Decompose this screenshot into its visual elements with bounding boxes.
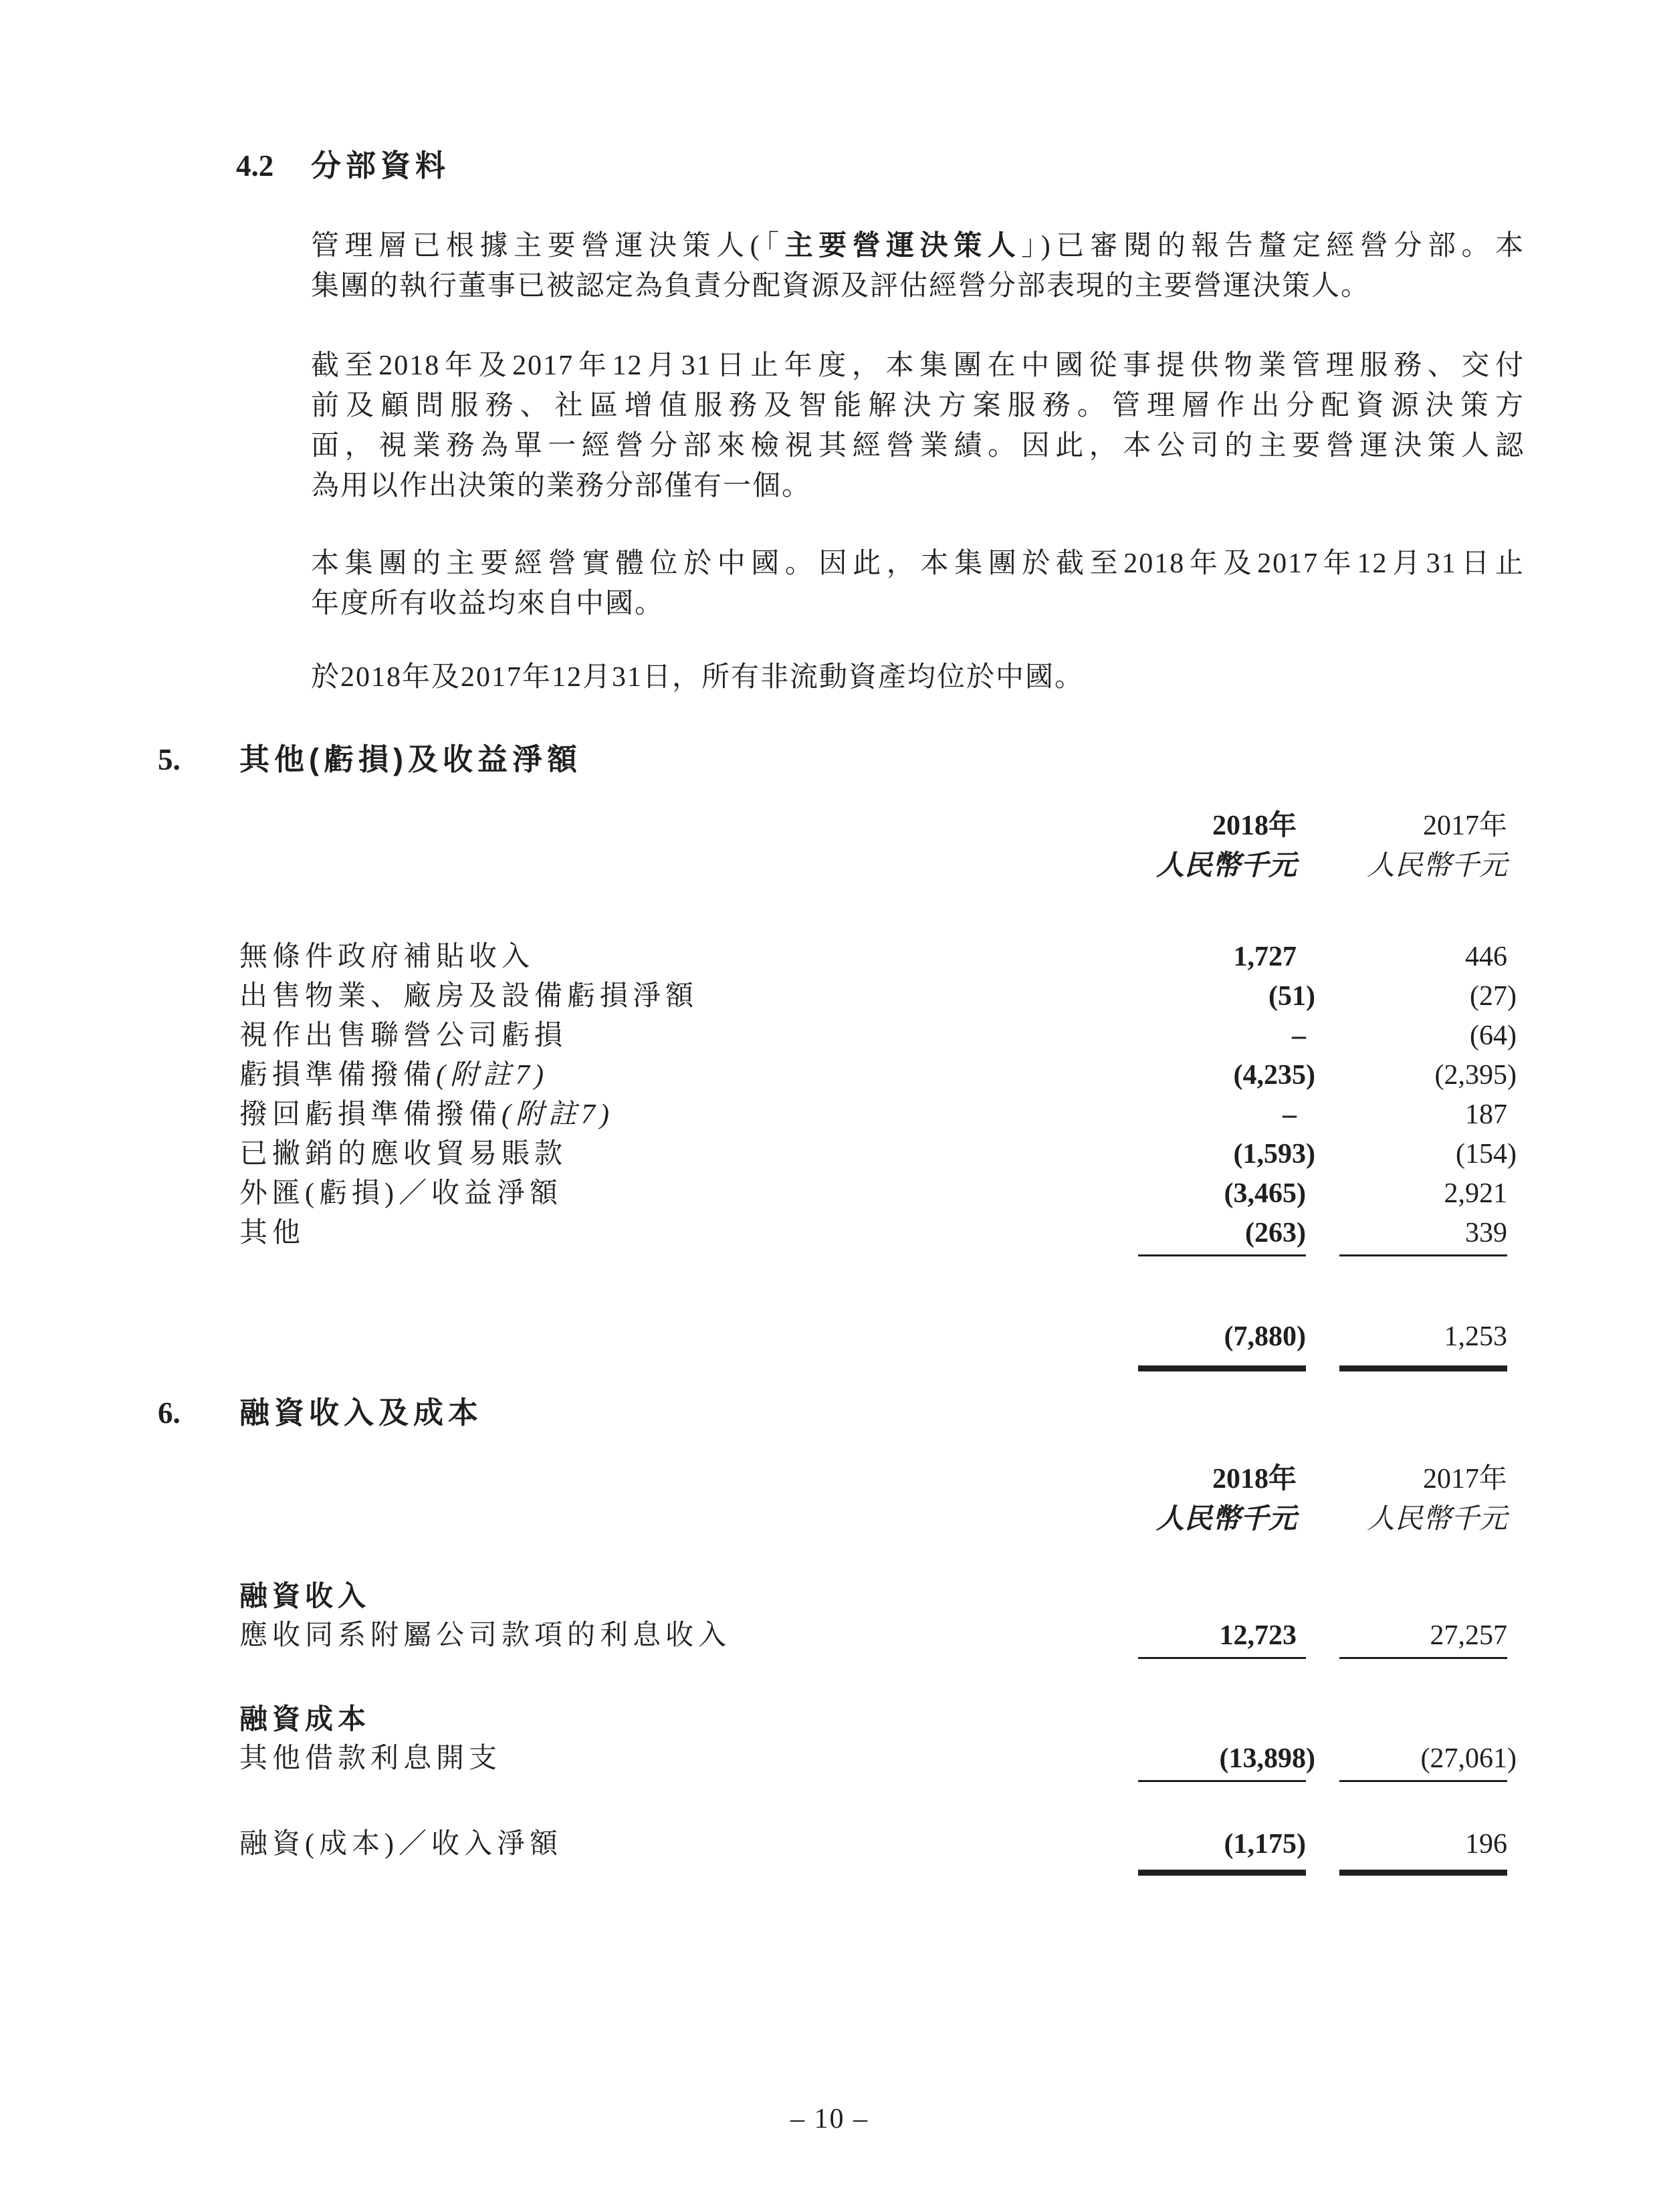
row-label <box>239 1056 1138 1095</box>
total-2018: (7,880) <box>1224 1321 1306 1352</box>
finance-cost-subheading: 融資成本 <box>239 1703 371 1735</box>
section-5-table-unit-header <box>239 846 1517 886</box>
rule-cell <box>1138 1254 1315 1256</box>
table-row <box>239 1214 1517 1253</box>
finance-income-subheading: 融資收入 <box>239 1580 371 1612</box>
value-2017: (64) <box>1470 1020 1517 1051</box>
rule-cell <box>1138 1365 1315 1371</box>
page-number: – 10 – <box>790 2104 869 2134</box>
thin-rule-2017 <box>1339 1254 1507 1256</box>
paragraph-1 <box>311 226 1525 306</box>
value-2018: 12,723 <box>1219 1620 1297 1651</box>
net-row <box>239 1825 1517 1864</box>
row-note: (附註7) <box>502 1099 614 1130</box>
table-row <box>239 1739 1517 1779</box>
cost-rule <box>239 1780 1517 1782</box>
value-2017: 187 <box>1465 1099 1507 1130</box>
subtotal-rule <box>239 1254 1517 1256</box>
column-header-2017: 2017年 <box>1422 1464 1507 1495</box>
rule-cell <box>1339 1870 1517 1876</box>
value-2017: (154) <box>1456 1139 1517 1170</box>
row-label <box>239 937 1119 977</box>
thick-rule-2018 <box>1138 1870 1306 1876</box>
row-label <box>239 1174 1129 1214</box>
table-row <box>239 1095 1517 1135</box>
rule-cell <box>1138 1870 1315 1876</box>
total-2017: 1,253 <box>1444 1321 1507 1352</box>
row-label-text: 撥回虧損準備撥備 <box>239 1099 502 1130</box>
value-2017: 196 <box>1465 1829 1507 1860</box>
paragraph-3-line-2: 年度所有收益均來自中國。 <box>311 588 665 619</box>
section-4-2-heading <box>236 146 1659 186</box>
paragraph-2-line-3: 面，視業務為單一經營分部來檢視其經營業績。因此，本公司的主要營運決策人認 <box>311 431 1525 461</box>
table-row <box>239 1616 1517 1656</box>
rule-cell <box>1138 1657 1315 1659</box>
row-label-text: 虧損準備撥備 <box>239 1060 437 1091</box>
row-label-text: 出售物業、廠房及設備虧損淨額 <box>239 981 699 1012</box>
table-row <box>239 1135 1517 1174</box>
row-label-text: 外匯(虧損)／收益淨額 <box>239 1178 562 1209</box>
section-6-table-year-header <box>239 1459 1517 1499</box>
unit-header-2018: 人民幣千元 <box>1155 851 1297 881</box>
section-6-number: 6. <box>158 1396 181 1430</box>
section-6-title: 融資收入及成本 <box>239 1396 483 1430</box>
section-6-table-unit-header <box>239 1499 1517 1539</box>
row-label-text: 無條件政府補貼收入 <box>239 942 535 972</box>
value-2018: – <box>1292 1020 1306 1051</box>
section-5-table <box>239 806 1517 1371</box>
paragraph-2-line-4: 為用以作出決策的業務分部僅有一個。 <box>311 471 812 502</box>
section-4-2-number: 4.2 <box>236 149 274 183</box>
paragraph-3-line-1: 本集團的主要經營實體位於中國。因此，本集團於截至2018年及2017年12月31日止 <box>311 548 1525 579</box>
paragraph-2-line-1: 截至2018年及2017年12月31日止年度，本集團在中國從事提供物業管理服務、交付 <box>311 350 1525 381</box>
rule-cell <box>1339 1254 1517 1256</box>
value-2017: 2,921 <box>1444 1178 1507 1209</box>
section-5-heading <box>158 740 1659 780</box>
thin-rule-2018 <box>1138 1657 1306 1659</box>
row-label: 融資(成本)／收入淨額 <box>239 1829 562 1860</box>
row-label <box>239 1135 1138 1174</box>
value-2017: (27,061) <box>1420 1743 1517 1774</box>
paragraph-4 <box>311 657 1525 697</box>
unit-header-2017: 人民幣千元 <box>1366 851 1507 881</box>
paragraph-1-line-1-post: 」)已審閱的報告釐定經營分部。本 <box>1021 231 1525 261</box>
section-6-heading <box>158 1393 1659 1433</box>
paragraph-1-line-1-pre: 管理層已根據主要營運決策人(「 <box>311 231 785 261</box>
value-2018: – <box>1283 1099 1297 1130</box>
section-5-number: 5. <box>158 743 181 776</box>
row-label-text: 其他 <box>239 1218 306 1248</box>
paragraph-4-line-1: 於2018年及2017年12月31日，所有非流動資產均位於中國。 <box>311 662 1085 693</box>
table-row <box>239 1016 1517 1056</box>
paragraph-1-line-2: 集團的執行董事已被認定為負責分配資源及評估經營分部表現的主要營運決策人。 <box>311 271 1371 302</box>
value-2018: (1,593) <box>1233 1139 1315 1170</box>
value-2018: (1,175) <box>1224 1829 1306 1860</box>
unit-header-2017: 人民幣千元 <box>1366 1504 1507 1535</box>
value-2018: 1,727 <box>1233 942 1297 972</box>
total-row <box>239 1317 1517 1357</box>
column-header-2017: 2017年 <box>1422 810 1507 841</box>
row-label: 其他借款利息開支 <box>239 1743 502 1774</box>
value-2017: 27,257 <box>1430 1620 1507 1651</box>
unit-header-2018: 人民幣千元 <box>1155 1504 1297 1535</box>
row-note: (附註7) <box>436 1060 548 1091</box>
paragraph-1-line-1 <box>311 226 1525 266</box>
paragraph-1-line-1-bold: 主要營運決策人 <box>784 231 1022 261</box>
rule-cell <box>1138 1780 1315 1782</box>
value-2018: (13,898) <box>1219 1743 1315 1774</box>
value-2017: 446 <box>1465 942 1507 972</box>
table-row <box>239 977 1517 1016</box>
section-5-title: 其他(虧損)及收益淨額 <box>239 742 582 776</box>
value-2018: (263) <box>1245 1218 1306 1248</box>
thick-rule-2017 <box>1339 1365 1507 1371</box>
section-6-table <box>239 1459 1517 1876</box>
table-row <box>239 937 1517 977</box>
total-rule <box>239 1365 1517 1371</box>
thin-rule-2018 <box>1138 1254 1306 1256</box>
thin-rule-2017 <box>1339 1657 1507 1659</box>
row-label <box>239 1095 1119 1135</box>
paragraph-2-line-2: 前及顧問服務、社區增值服務及智能解決方案服務。管理層作出分配資源決策方 <box>311 391 1525 421</box>
column-header-2018: 2018年 <box>1212 1464 1297 1495</box>
value-2017: (27) <box>1470 981 1517 1012</box>
row-label <box>239 1016 1129 1056</box>
column-header-2018: 2018年 <box>1212 810 1297 841</box>
table-row <box>239 1174 1517 1214</box>
value-2017: (2,395) <box>1434 1060 1517 1091</box>
row-label <box>239 977 1138 1016</box>
rule-cell <box>1339 1657 1517 1659</box>
thin-rule-2018 <box>1138 1780 1306 1782</box>
row-label-text: 已撇銷的應收貿易賬款 <box>239 1139 568 1170</box>
table-row <box>239 1056 1517 1095</box>
thin-rule-2017 <box>1339 1780 1507 1782</box>
value-2018: (51) <box>1268 981 1315 1012</box>
paragraph-2 <box>311 346 1525 506</box>
paragraph-3 <box>311 544 1525 624</box>
value-2018: (4,235) <box>1233 1060 1315 1091</box>
section-5-table-year-header <box>239 806 1517 846</box>
income-rule <box>239 1657 1517 1659</box>
rule-cell <box>1339 1780 1517 1782</box>
net-rule <box>239 1870 1517 1876</box>
value-2017: 339 <box>1465 1218 1507 1248</box>
section-4-2-title: 分部資料 <box>311 148 451 183</box>
row-label-text: 視作出售聯營公司虧損 <box>239 1020 568 1051</box>
value-2018: (3,465) <box>1224 1178 1306 1209</box>
row-label: 應收同系附屬公司款項的利息收入 <box>239 1620 732 1651</box>
thick-rule-2017 <box>1339 1870 1507 1876</box>
row-label <box>239 1214 1129 1253</box>
thick-rule-2018 <box>1138 1365 1306 1371</box>
rule-cell <box>1339 1365 1517 1371</box>
